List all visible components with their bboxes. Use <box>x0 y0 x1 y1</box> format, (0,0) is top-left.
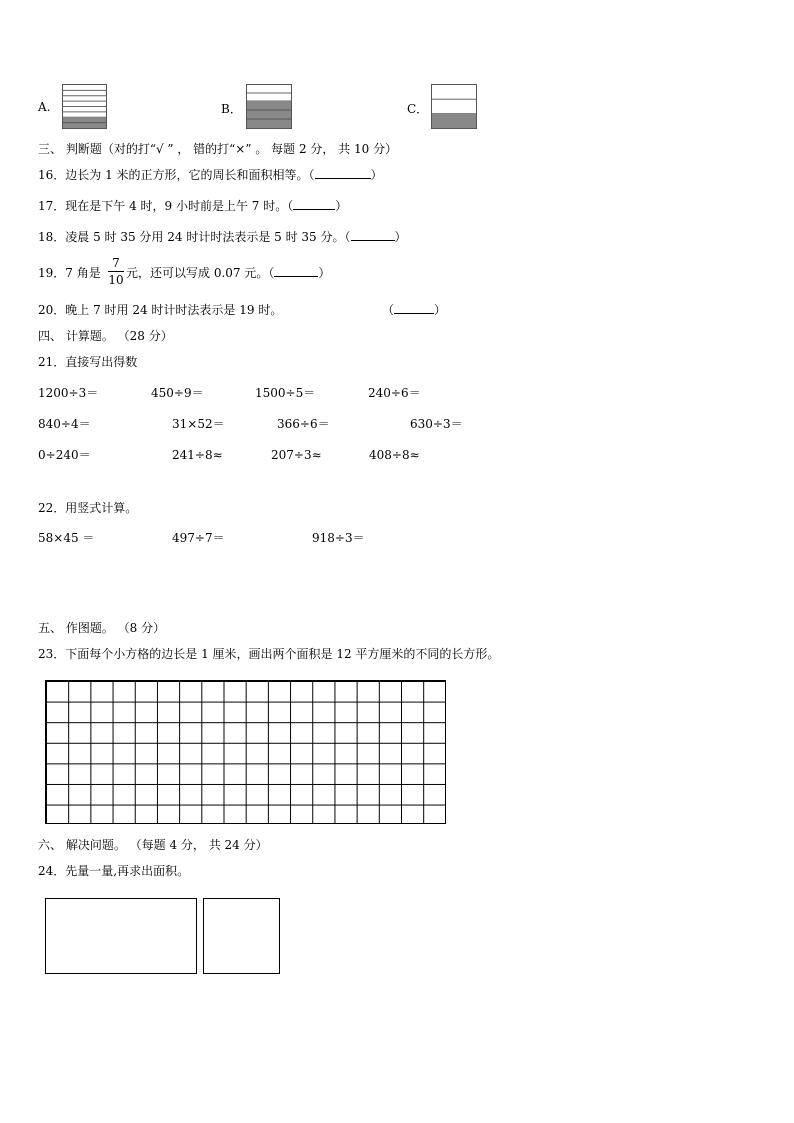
calc-item: 1200÷3＝ <box>38 386 99 400</box>
calc-item: 0÷240＝ <box>38 448 91 462</box>
vertical-calc-item: 497÷7＝ <box>172 531 225 545</box>
question-16-text: 16．边长为 1 米的正方形，它的周长和面积相等。（ <box>38 168 315 182</box>
answer-blank-19[interactable] <box>274 265 318 277</box>
calc-item: 1500÷5＝ <box>255 386 316 400</box>
section-5-title: 五、 作图题。 （8 分） <box>38 621 166 635</box>
question-20-close: ） <box>434 303 447 317</box>
calc-item: 450÷9＝ <box>151 386 204 400</box>
option-b-figure <box>246 84 292 129</box>
option-c-diagram <box>432 85 476 128</box>
fraction-denominator: 10 <box>108 273 124 287</box>
answer-blank-20[interactable] <box>394 302 434 314</box>
question-20-answer <box>382 302 446 318</box>
option-b-label: B． <box>221 102 242 116</box>
calc-item: 840÷4＝ <box>38 417 91 431</box>
fraction-seven-tenths <box>108 256 124 287</box>
option-a-label: A. <box>38 100 51 114</box>
fraction-numerator: 7 <box>112 256 120 270</box>
calc-item: 408÷8≈ <box>369 448 420 462</box>
question-17-close: ） <box>335 199 348 213</box>
option-c-label: C． <box>407 102 429 116</box>
answer-blank-18[interactable] <box>351 229 395 241</box>
question-18-close: ） <box>394 230 407 244</box>
calc-item: 207÷3≈ <box>271 448 322 462</box>
answer-blank-17[interactable] <box>293 198 335 210</box>
question-23-text: 23．下面每个小方格的边长是 1 厘米，画出两个面积是 12 平方厘米的不同的长方形。 <box>38 647 500 661</box>
calc-item: 630÷3＝ <box>410 417 463 431</box>
calc-item: 240÷6＝ <box>368 386 421 400</box>
question-20-text: 20．晚上 7 时用 24 时计时法表示是 19 时。 <box>38 303 283 317</box>
question-19-text: 元，还可以写成 0.07 元。（ <box>126 266 275 280</box>
question-19-close: ） <box>318 266 331 280</box>
section-4-title: 四、 计算题。 （28 分） <box>38 329 173 343</box>
vertical-calc-item: 58×45 ＝ <box>38 531 95 545</box>
question-21-title: 21．直接写出得数 <box>38 355 138 369</box>
answer-blank-16[interactable] <box>315 167 371 179</box>
option-a-diagram <box>63 85 106 128</box>
square-figure <box>203 898 280 974</box>
calc-item: 241÷8≈ <box>172 448 223 462</box>
question-24-text: 24．先量一量,再求出面积。 <box>38 864 190 878</box>
question-17-text: 17．现在是下午 4 时，9 小时前是上午 7 时。（ <box>38 199 294 213</box>
question-18 <box>38 229 407 245</box>
question-20-open: （ <box>382 303 395 317</box>
vertical-calc-item: 918÷3＝ <box>312 531 365 545</box>
section-6-title: 六、 解决问题。 （每题 4 分， 共 24 分） <box>38 838 268 852</box>
option-a-figure <box>62 84 107 129</box>
option-b-diagram <box>247 85 291 128</box>
calc-item: 31×52＝ <box>172 417 225 431</box>
rectangle-figure <box>45 898 197 974</box>
calc-item: 366÷6＝ <box>277 417 330 431</box>
question-22-title: 22．用竖式计算。 <box>38 501 138 515</box>
section-3-title: 三、 判断题（对的打“√ ” ， 错的打“×” 。 每题 2 分， 共 10 分） <box>38 142 398 156</box>
question-17 <box>38 198 347 214</box>
option-c-figure <box>431 84 477 129</box>
question-16 <box>38 167 383 183</box>
square-grid[interactable] <box>45 680 446 824</box>
question-19 <box>126 265 330 281</box>
question-19-prefix: 19．7 角是 <box>38 266 101 280</box>
question-16-close: ） <box>370 168 383 182</box>
question-18-text: 18．凌晨 5 时 35 分用 24 时计时法表示是 5 时 35 分。（ <box>38 230 351 244</box>
fraction-bar <box>108 271 124 272</box>
